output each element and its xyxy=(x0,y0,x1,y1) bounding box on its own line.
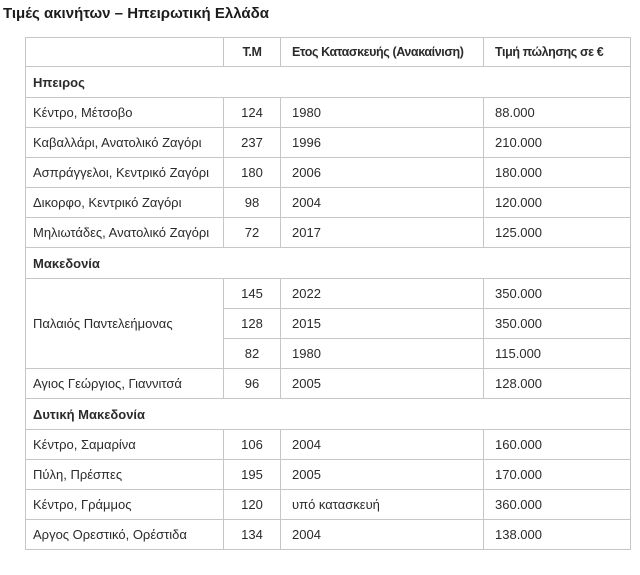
price-cell: 170.000 xyxy=(484,460,631,490)
price-cell: 360.000 xyxy=(484,490,631,520)
year-cell: 2005 xyxy=(281,369,484,399)
price-cell: 138.000 xyxy=(484,520,631,550)
section-label: Μακεδονία xyxy=(26,248,631,279)
year-cell: 2004 xyxy=(281,520,484,550)
section-label: Δυτική Μακεδονία xyxy=(26,399,631,430)
price-cell: 160.000 xyxy=(484,430,631,460)
section-row-macedonia xyxy=(26,248,631,279)
location-cell: Κέντρο, Μέτσοβο xyxy=(26,98,224,128)
sqm-cell: 180 xyxy=(224,158,281,188)
column-header-location xyxy=(26,38,224,67)
price-cell: 115.000 xyxy=(484,339,631,369)
location-cell: Αγιος Γεώργιος, Γιαννιτσά xyxy=(26,369,224,399)
table-row xyxy=(26,490,631,520)
sqm-cell: 82 xyxy=(224,339,281,369)
sqm-cell: 128 xyxy=(224,309,281,339)
table-row xyxy=(26,128,631,158)
price-cell: 125.000 xyxy=(484,218,631,248)
year-cell: 2004 xyxy=(281,188,484,218)
page-title: Τιμές ακινήτων – Ηπειρωτική Ελλάδα xyxy=(3,5,269,22)
year-cell: 2004 xyxy=(281,430,484,460)
price-cell: 180.000 xyxy=(484,158,631,188)
sqm-cell: 124 xyxy=(224,98,281,128)
column-header-year: Ετος Κατασκευής (Ανακαίνιση) xyxy=(281,38,484,67)
section-row-epirus xyxy=(26,67,631,98)
location-cell: Ασπράγγελοι, Κεντρικό Ζαγόρι xyxy=(26,158,224,188)
sqm-cell: 120 xyxy=(224,490,281,520)
location-cell: Κέντρο, Σαμαρίνα xyxy=(26,430,224,460)
price-cell: 210.000 xyxy=(484,128,631,158)
price-cell: 128.000 xyxy=(484,369,631,399)
price-cell: 88.000 xyxy=(484,98,631,128)
price-cell: 350.000 xyxy=(484,309,631,339)
location-cell: Δικορφο, Κεντρικό Ζαγόρι xyxy=(26,188,224,218)
year-cell: 2017 xyxy=(281,218,484,248)
table-container xyxy=(25,37,640,550)
sqm-cell: 195 xyxy=(224,460,281,490)
location-cell: Αργος Ορεστικό, Ορέστιδα xyxy=(26,520,224,550)
merged-location-cell: Παλαιός Παντελεήμονας xyxy=(26,279,224,369)
location-cell: Μηλιωτάδες, Ανατολικό Ζαγόρι xyxy=(26,218,224,248)
sqm-cell: 106 xyxy=(224,430,281,460)
year-cell: 1996 xyxy=(281,128,484,158)
sqm-cell: 134 xyxy=(224,520,281,550)
sqm-cell: 98 xyxy=(224,188,281,218)
table-row xyxy=(26,188,631,218)
section-row-western-macedonia xyxy=(26,399,631,430)
year-cell: υπό κατασκευή xyxy=(281,490,484,520)
section-label: Ηπειρος xyxy=(26,67,631,98)
price-cell: 120.000 xyxy=(484,188,631,218)
table-row xyxy=(26,520,631,550)
table-row xyxy=(26,279,631,309)
location-cell: Καβαλλάρι, Ανατολικό Ζαγόρι xyxy=(26,128,224,158)
column-header-price: Τιμή πώλησης σε € xyxy=(484,38,631,67)
location-cell: Κέντρο, Γράμμος xyxy=(26,490,224,520)
table-row xyxy=(26,460,631,490)
table-row xyxy=(26,430,631,460)
page xyxy=(0,5,640,575)
year-cell: 2006 xyxy=(281,158,484,188)
price-cell: 350.000 xyxy=(484,279,631,309)
year-cell: 2005 xyxy=(281,460,484,490)
table-row xyxy=(26,98,631,128)
sqm-cell: 72 xyxy=(224,218,281,248)
year-cell: 2022 xyxy=(281,279,484,309)
sqm-cell: 96 xyxy=(224,369,281,399)
year-cell: 2015 xyxy=(281,309,484,339)
year-cell: 1980 xyxy=(281,339,484,369)
table-row xyxy=(26,158,631,188)
table-row xyxy=(26,369,631,399)
column-header-sqm: Τ.Μ xyxy=(224,38,281,67)
year-cell: 1980 xyxy=(281,98,484,128)
header-row xyxy=(26,38,631,67)
sqm-cell: 145 xyxy=(224,279,281,309)
table-row xyxy=(26,218,631,248)
location-cell: Πύλη, Πρέσπες xyxy=(26,460,224,490)
property-prices-table xyxy=(25,37,631,550)
sqm-cell: 237 xyxy=(224,128,281,158)
